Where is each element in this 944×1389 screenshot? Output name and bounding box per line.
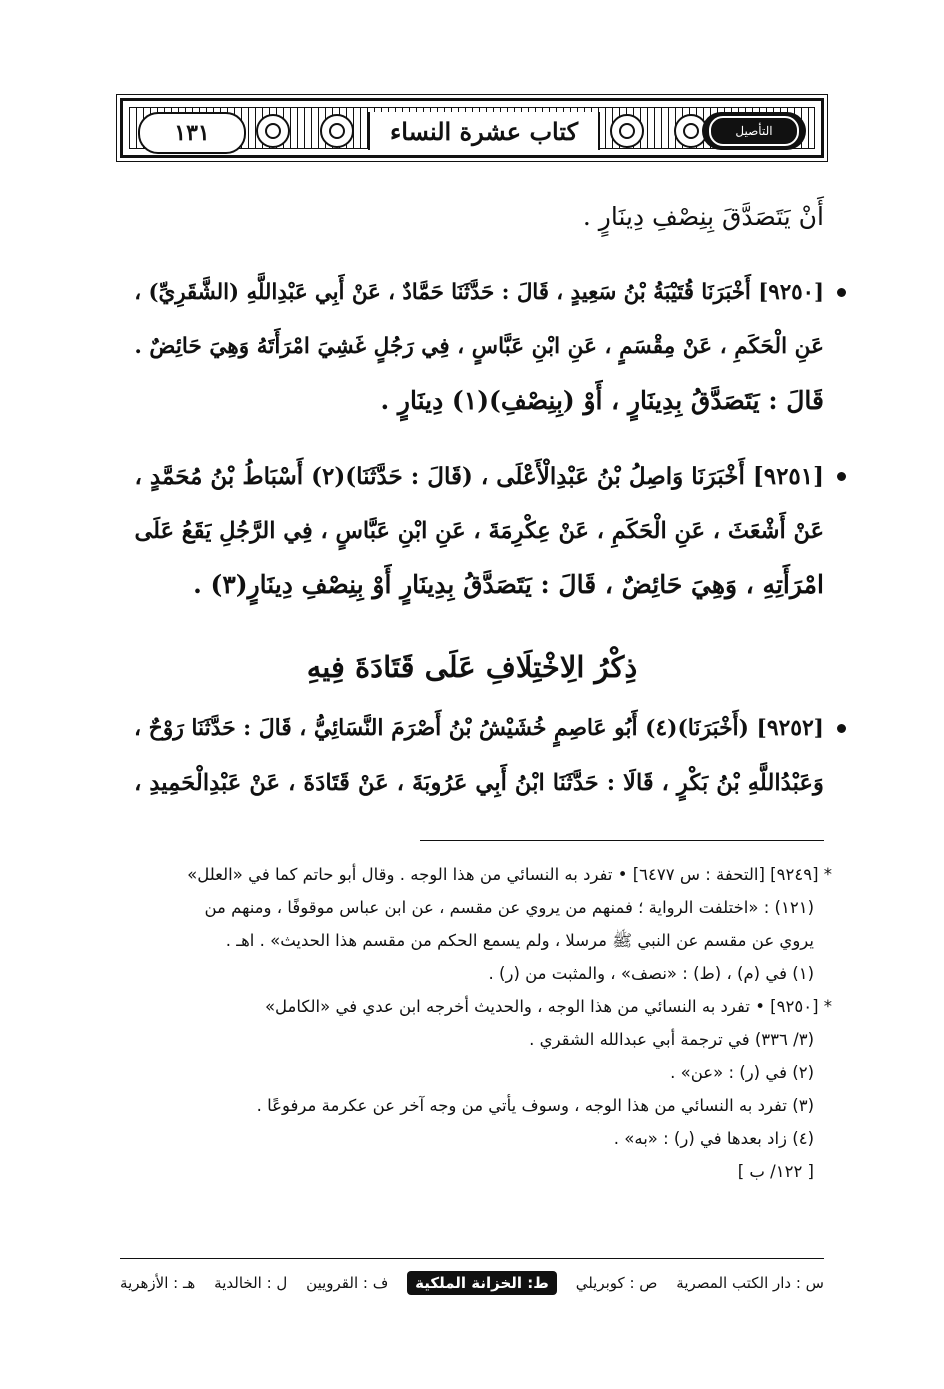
page-number: ١٣١: [138, 112, 246, 154]
footnote-line: (٣) تفرد به النسائي من هذا الوجه ، وسوف يأتي من وجه آخر عن عكرمة مرفوعًا .: [256, 1096, 814, 1115]
footnote-line: * [٩٢٥٠] • تفرد به النسائي من هذا الوجه ، والحديث أخرجه ابن عدي في «الكامل»: [264, 997, 832, 1016]
book-title: كتاب عشرة النساء: [368, 112, 600, 150]
legend-item: ل : الخالدية: [214, 1274, 288, 1292]
legend-item-highlighted: ط: الخزانة الملكية: [407, 1271, 557, 1295]
text-line: وَعَبْدُاللَّهِ بْنُ بَكْرٍ ، قَالَا : حَدَّثَنَا ابْنُ أَبِي عَرُوبَةَ ، عَنْ قَتَادَةَ ، عَنْ عَبْدِالْحَمِيدِ ،: [134, 770, 824, 796]
text-line: قَالَ : يَتَصَدَّقُ بِدِينَارٍ ، أَوْ (بِنِصْفِ)(١) دِينَارٍ .: [380, 386, 824, 415]
bullet-icon: [837, 288, 846, 297]
page-header: [120, 98, 824, 158]
bullet-icon: [837, 724, 846, 733]
publisher-logo: [702, 112, 806, 150]
text-line: عَنْ أَشْعَثَ ، عَنِ الْحَكَمِ ، عَنْ عِكْرِمَةَ ، عَنِ ابْنِ عَبَّاسٍ ، فِي الرَّجُلِ يَقَعُ عَلَى: [134, 518, 824, 544]
legend-item: هـ : الأزهرية: [120, 1274, 196, 1292]
footnote-line: (١) في (م) ، (ط) : «نصف» ، والمثبت من (ر) .: [488, 964, 814, 983]
text-line: [٩٢٥٠] أَخْبَرَنَا قُتَيْبَةُ بْنُ سَعِيدٍ ، قَالَ : حَدَّثَنَا حَمَّادٌ ، عَنْ أَبِي عَبْدِاللَّهِ (الشَّقَرِيِّ) ،: [134, 280, 824, 305]
knot-ornament-icon: [610, 114, 644, 148]
paragraph-intro: [120, 190, 824, 244]
legend-item: ف : القرويين: [306, 1274, 389, 1292]
header-ornament-border: [129, 107, 815, 149]
footnote-line: [ ١٢٢/ ب ]: [737, 1162, 814, 1181]
legend-item: س : دار الكتب المصرية: [676, 1274, 824, 1292]
knot-ornament-icon: [256, 114, 290, 148]
hadith-9252: [120, 702, 824, 810]
main-text: [120, 190, 824, 810]
footnote-line: يروي عن مقسم عن النبي ﷺ مرسلا ، ولم يسمع الحكم من مقسم هذا الحديث» . اهـ .: [225, 931, 814, 950]
footnote-line: (٢) في (ر) : «عن» .: [670, 1063, 814, 1082]
hadith-9251: [120, 450, 824, 612]
manuscript-legend: [120, 1266, 824, 1300]
footnotes: [120, 858, 832, 1188]
footnote-line: (١٢١) : «اختلفت الرواية ؛ فمنهم من يروي عن مقسم ، عن ابن عباس موقوفًا ، ومنهم من: [204, 898, 814, 917]
hadith-9250: [120, 266, 824, 428]
text-line: عَنِ الْحَكَمِ ، عَنْ مِقْسَمٍ ، عَنِ ابْنِ عَبَّاسٍ ، فِي رَجُلٍ غَشِيَ امْرَأَتَهُ وَهِيَ حَائِضٌ .: [134, 334, 824, 359]
footnote-line: (٤) زاد بعدها في (ر) : «به» .: [613, 1129, 814, 1148]
knot-ornament-icon: [320, 114, 354, 148]
legend-item: ص : كوبريلي: [575, 1274, 658, 1292]
text-line: [٩٢٥٢] (أَخْبَرَنَا)(٤) أَبُو عَاصِمٍ خُشَيْشُ بْنُ أَصْرَمَ النَّسَائِيُّ ، قَالَ : حَدَّثَنَا رَوْحٌ ،: [134, 716, 824, 741]
legend-divider: [120, 1258, 824, 1259]
footnote-line: (٣/ ٣٣٦) في ترجمة أبي عبدالله الشقري .: [529, 1030, 814, 1049]
text-line: [٩٢٥١] أَخْبَرَنَا وَاصِلُ بْنُ عَبْدِالْأَعْلَى ، (قَالَ : حَدَّثَنَا)(٢) أَسْبَاطُ بْنُ مُحَمَّدٍ ،: [134, 463, 824, 490]
text-line: امْرَأَتِهِ ، وَهِيَ حَائِضٌ ، قَالَ : يَتَصَدَّقُ بِدِينَارٍ أَوْ بِنِصْفِ دِينَارٍ(٣) .: [193, 570, 824, 599]
text-line: أَنْ يَتَصَدَّقَ بِنِصْفِ دِينَارٍ .: [582, 202, 824, 231]
footnote-divider: [420, 840, 824, 841]
publisher-logo-text: التأصيل: [709, 116, 799, 146]
bullet-icon: [837, 472, 846, 481]
footnote-line: * [٩٢٤٩] [التحفة : س ٦٤٧٧] • تفرد به النسائي من هذا الوجه . وقال أبو حاتم كما في «العلل»: [187, 865, 832, 884]
section-heading: ذِكْرُ الِاخْتِلَافِ عَلَى قَتَادَةَ فِيهِ: [306, 650, 638, 684]
